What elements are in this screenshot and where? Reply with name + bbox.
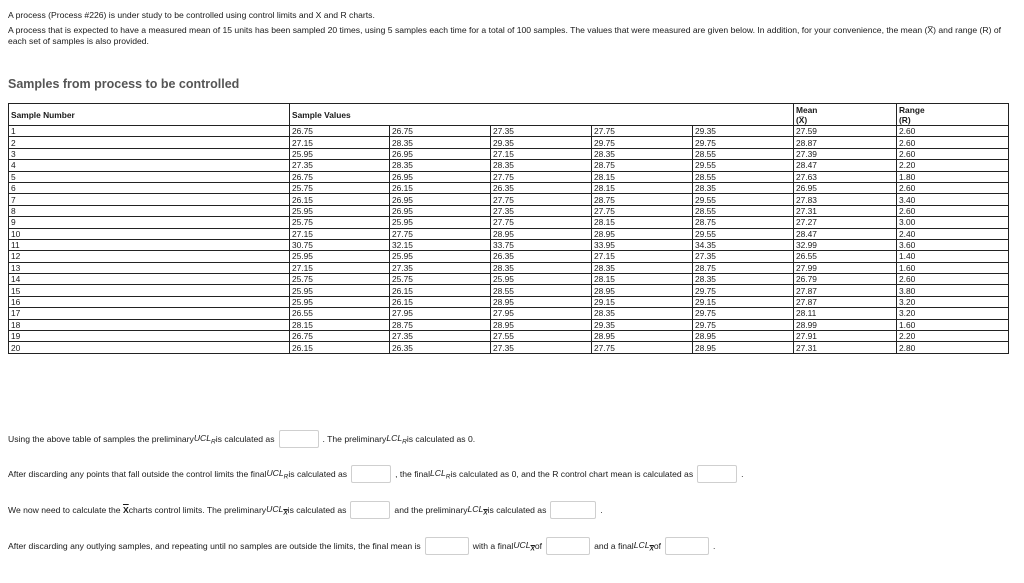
range-cell: 1.60: [897, 262, 1009, 273]
sample-value-cell: 28.95: [693, 331, 794, 342]
table-row: [9, 308, 1009, 319]
sample-value-cell: 26.75: [290, 171, 390, 182]
table-row: [9, 296, 1009, 307]
sample-value-cell: 28.95: [592, 285, 693, 296]
sample-number-cell: 14: [9, 274, 290, 285]
ucl-r-final-sub: R: [283, 473, 289, 481]
sample-value-cell: 26.75: [290, 126, 390, 137]
table-row: [9, 194, 1009, 205]
sample-value-cell: 28.55: [693, 148, 794, 159]
sample-value-cell: 26.35: [491, 182, 592, 193]
sample-number-cell: 6: [9, 182, 290, 193]
sample-value-cell: 29.15: [693, 296, 794, 307]
sample-number-cell: 18: [9, 319, 290, 330]
range-cell: 2.60: [897, 126, 1009, 137]
sample-value-cell: 25.95: [290, 296, 390, 307]
table-row: [9, 126, 1009, 137]
sample-value-cell: 25.95: [290, 251, 390, 262]
sample-number-cell: 19: [9, 331, 290, 342]
q4-text-e: of: [653, 541, 662, 551]
q3-text-e: is calculated as: [487, 505, 547, 515]
samples-table-body: [9, 126, 1009, 354]
sample-value-cell: 26.15: [390, 182, 491, 193]
q1-text-b: is calculated as: [215, 434, 275, 444]
sample-value-cell: 29.35: [592, 319, 693, 330]
sample-value-cell: 25.95: [491, 274, 592, 285]
sample-value-cell: 29.75: [693, 308, 794, 319]
q2-text-e: .: [741, 469, 744, 479]
sample-number-cell: 15: [9, 285, 290, 296]
sample-number-cell: 17: [9, 308, 290, 319]
mean-cell: 27.31: [794, 205, 897, 216]
sample-value-cell: 28.95: [491, 296, 592, 307]
q1-text-c: . The preliminary: [322, 434, 387, 444]
lcl-x-final-input[interactable]: [665, 537, 709, 555]
lcl-r-final-label: [430, 468, 450, 481]
sample-value-cell: 30.75: [290, 239, 390, 250]
mean-cell: 28.87: [794, 137, 897, 148]
sample-value-cell: 27.15: [491, 148, 592, 159]
mean-cell: 27.31: [794, 342, 897, 353]
lcl-r-final-sub: R: [445, 473, 451, 481]
sample-value-cell: 25.95: [290, 285, 390, 296]
sample-value-cell: 28.15: [592, 274, 693, 285]
sample-value-cell: 26.15: [390, 285, 491, 296]
sample-value-cell: 28.95: [592, 331, 693, 342]
table-row: [9, 239, 1009, 250]
sample-value-cell: 28.35: [592, 148, 693, 159]
range-cell: 3.20: [897, 308, 1009, 319]
sample-value-cell: 28.75: [390, 319, 491, 330]
ucl-x-final-input[interactable]: [546, 537, 590, 555]
sample-value-cell: 27.75: [491, 171, 592, 182]
sample-value-cell: 28.55: [491, 285, 592, 296]
q3-text-b: charts control limits. The preliminary: [128, 505, 267, 515]
sample-number-cell: 1: [9, 126, 290, 137]
sample-value-cell: 26.15: [390, 296, 491, 307]
table-row: [9, 262, 1009, 273]
mean-cell: 27.63: [794, 171, 897, 182]
mean-cell: 27.87: [794, 285, 897, 296]
q1-text-d: is calculated as 0.: [406, 434, 476, 444]
sample-value-cell: 33.75: [491, 239, 592, 250]
ucl-r-final-label: [266, 468, 288, 481]
range-cell: 3.80: [897, 285, 1009, 296]
table-row: [9, 342, 1009, 353]
sample-value-cell: 28.35: [390, 137, 491, 148]
sample-number-cell: 13: [9, 262, 290, 273]
sample-value-cell: 28.35: [592, 308, 693, 319]
lcl-x-label: [468, 504, 488, 517]
intro: [8, 10, 1008, 51]
range-cell: 2.60: [897, 137, 1009, 148]
intro-line-1: A process (Process #226) is under study to be controlled using control limits and X and R charts.: [8, 10, 375, 20]
r-chart-mean-input[interactable]: [697, 465, 737, 483]
sample-value-cell: 27.75: [592, 205, 693, 216]
q2-text-a: After discarding any points that fall outside the control limits the final: [8, 469, 267, 479]
sample-value-cell: 27.35: [491, 342, 592, 353]
lcl-r-text: LCL: [386, 432, 403, 443]
sample-value-cell: 28.35: [693, 182, 794, 193]
sample-number-cell: 8: [9, 205, 290, 216]
sample-value-cell: 27.15: [290, 228, 390, 239]
ucl-r-preliminary-input[interactable]: [279, 430, 319, 448]
sample-value-cell: 27.35: [390, 331, 491, 342]
range-cell: 1.40: [897, 251, 1009, 262]
sample-value-cell: 27.35: [693, 251, 794, 262]
sample-value-cell: 26.35: [491, 251, 592, 262]
range-cell: 1.80: [897, 171, 1009, 182]
sample-value-cell: 27.95: [491, 308, 592, 319]
question-2: [8, 465, 744, 483]
range-cell: 3.60: [897, 239, 1009, 250]
sample-value-cell: 27.15: [290, 262, 390, 273]
sample-value-cell: 27.75: [491, 194, 592, 205]
table-row: [9, 228, 1009, 239]
sample-value-cell: 29.75: [693, 319, 794, 330]
final-mean-input[interactable]: [425, 537, 469, 555]
lcl-x-final-label: [634, 540, 654, 553]
sample-number-cell: 3: [9, 148, 290, 159]
sample-value-cell: 27.95: [390, 308, 491, 319]
sample-value-cell: 29.55: [693, 194, 794, 205]
mean-cell: 26.55: [794, 251, 897, 262]
ucl-r-final-input[interactable]: [351, 465, 391, 483]
lcl-x-sub: X: [483, 509, 488, 517]
sample-value-cell: 28.15: [290, 319, 390, 330]
table-row: [9, 217, 1009, 228]
ucl-x-final-label: [513, 540, 535, 553]
range-cell: 2.60: [897, 205, 1009, 216]
sample-number-cell: 12: [9, 251, 290, 262]
intro-line-2: A process that is expected to have a measured mean of 15 units has been sampled 20 times, using 5 samples each time for a total of 100 samples. The values that were measured are given below. In addition, for your convenience, the mean (X̅) and range (R) of each set of samples is also provided.: [8, 25, 1001, 46]
q4-text-c: of: [534, 541, 543, 551]
sample-value-cell: 25.75: [290, 182, 390, 193]
table-row: [9, 160, 1009, 171]
sample-value-cell: 27.75: [491, 217, 592, 228]
sample-value-cell: 25.75: [290, 274, 390, 285]
sample-value-cell: 32.15: [390, 239, 491, 250]
sample-number-cell: 10: [9, 228, 290, 239]
sample-value-cell: 28.15: [592, 182, 693, 193]
mean-cell: 27.27: [794, 217, 897, 228]
sample-value-cell: 29.75: [592, 137, 693, 148]
sample-value-cell: 26.75: [390, 126, 491, 137]
sample-number-cell: 2: [9, 137, 290, 148]
question-3: [8, 501, 603, 519]
sample-value-cell: 28.15: [592, 217, 693, 228]
sample-value-cell: 28.95: [491, 228, 592, 239]
mean-cell: 27.87: [794, 296, 897, 307]
sample-value-cell: 26.95: [390, 148, 491, 159]
range-cell: 2.60: [897, 148, 1009, 159]
sample-value-cell: 28.35: [491, 160, 592, 171]
sample-number-cell: 5: [9, 171, 290, 182]
sample-value-cell: 25.95: [290, 205, 390, 216]
range-cell: 3.40: [897, 194, 1009, 205]
sample-value-cell: 25.95: [390, 217, 491, 228]
sample-value-cell: 28.75: [592, 160, 693, 171]
sample-value-cell: 29.15: [592, 296, 693, 307]
range-cell: 1.60: [897, 319, 1009, 330]
sample-value-cell: 27.75: [592, 342, 693, 353]
sample-value-cell: 28.75: [693, 262, 794, 273]
mean-cell: 32.99: [794, 239, 897, 250]
sample-value-cell: 28.95: [693, 342, 794, 353]
sample-value-cell: 26.55: [290, 308, 390, 319]
lcl-x-final-sub: X: [649, 545, 654, 553]
sample-value-cell: 25.95: [390, 251, 491, 262]
sample-value-cell: 27.35: [290, 160, 390, 171]
range-cell: 3.00: [897, 217, 1009, 228]
mean-cell: 28.47: [794, 228, 897, 239]
sample-value-cell: 27.15: [290, 137, 390, 148]
sample-value-cell: 26.35: [390, 342, 491, 353]
q4-text-a: After discarding any outlying samples, and repeating until no samples are outside the limits, the final mean is: [8, 541, 421, 551]
ucl-r-label: [194, 433, 216, 446]
mean-cell: 26.95: [794, 182, 897, 193]
table-row: [9, 285, 1009, 296]
sample-value-cell: 25.75: [390, 274, 491, 285]
sample-value-cell: 27.35: [390, 262, 491, 273]
q3-text-c: is calculated as: [287, 505, 347, 515]
sample-number-cell: 16: [9, 296, 290, 307]
samples-table: [8, 103, 1009, 354]
sample-value-cell: 27.75: [592, 126, 693, 137]
header-range: Range: [897, 104, 1009, 116]
sample-value-cell: 28.35: [390, 160, 491, 171]
q2-text-d: is calculated as 0, and the R control chart mean is calculated as: [450, 469, 694, 479]
header-mean: Mean: [794, 104, 897, 116]
sample-value-cell: 29.55: [693, 228, 794, 239]
sample-number-cell: 20: [9, 342, 290, 353]
sample-value-cell: 29.55: [693, 160, 794, 171]
sample-value-cell: 26.95: [390, 194, 491, 205]
lcl-r-final-text: LCL: [429, 467, 446, 478]
q3-text-a: We now need to calculate the: [8, 505, 121, 515]
sample-value-cell: 27.55: [491, 331, 592, 342]
sample-value-cell: 27.15: [592, 251, 693, 262]
range-cell: 2.20: [897, 160, 1009, 171]
sample-value-cell: 29.75: [693, 285, 794, 296]
mean-cell: 27.39: [794, 148, 897, 159]
sample-number-cell: 4: [9, 160, 290, 171]
lcl-x-final-text: LCL: [633, 539, 650, 550]
xbar-symbol: $\overline{X}$: [122, 505, 129, 515]
header-mean-symbol: (X̅): [794, 115, 897, 126]
ucl-x-sub: X: [283, 509, 288, 517]
q2-text-c: , the final: [395, 469, 430, 479]
sample-value-cell: 28.35: [491, 262, 592, 273]
sample-value-cell: 28.95: [592, 228, 693, 239]
sample-value-cell: 33.95: [592, 239, 693, 250]
ucl-x-final-sub: X: [530, 545, 535, 553]
table-row: [9, 182, 1009, 193]
sample-value-cell: 28.75: [693, 217, 794, 228]
q4-text-b: with a final: [472, 541, 514, 551]
section-title: Samples from process to be controlled: [8, 77, 240, 91]
sample-value-cell: 26.95: [390, 171, 491, 182]
sample-value-cell: 28.15: [592, 171, 693, 182]
ucl-x-label: [266, 504, 288, 517]
ucl-r-sub: R: [211, 438, 216, 446]
sample-number-cell: 7: [9, 194, 290, 205]
table-row: [9, 274, 1009, 285]
mean-cell: 28.47: [794, 160, 897, 171]
sample-value-cell: 28.55: [693, 171, 794, 182]
mean-cell: 27.83: [794, 194, 897, 205]
sample-value-cell: 26.15: [290, 194, 390, 205]
table-row: [9, 331, 1009, 342]
table-row: [9, 148, 1009, 159]
q1-text-a: Using the above table of samples the preliminary: [8, 434, 194, 444]
sample-value-cell: 28.75: [592, 194, 693, 205]
mean-cell: 28.99: [794, 319, 897, 330]
sample-value-cell: 28.95: [491, 319, 592, 330]
range-cell: 2.60: [897, 274, 1009, 285]
sample-value-cell: 25.95: [290, 148, 390, 159]
table-row: [9, 251, 1009, 262]
q4-text-f: .: [713, 541, 716, 551]
header-sample-number: Sample Number: [9, 104, 290, 126]
sample-value-cell: 28.35: [693, 274, 794, 285]
sample-value-cell: 27.35: [491, 126, 592, 137]
sample-number-cell: 11: [9, 239, 290, 250]
sample-value-cell: 29.35: [491, 137, 592, 148]
lcl-x-preliminary-input[interactable]: [550, 501, 596, 519]
sample-value-cell: 28.55: [693, 205, 794, 216]
sample-value-cell: 28.35: [592, 262, 693, 273]
question-4: [8, 537, 715, 555]
q2-text-b: is calculated as: [288, 469, 348, 479]
table-row: [9, 137, 1009, 148]
range-cell: 2.40: [897, 228, 1009, 239]
sample-value-cell: 27.75: [390, 228, 491, 239]
mean-cell: 27.91: [794, 331, 897, 342]
header-range-symbol: (R): [897, 115, 1009, 126]
sample-value-cell: 29.35: [693, 126, 794, 137]
sample-value-cell: 25.75: [290, 217, 390, 228]
q3-text-f: .: [600, 505, 603, 515]
ucl-x-final-text: UCL: [513, 539, 531, 550]
sample-value-cell: 34.35: [693, 239, 794, 250]
ucl-x-text: UCL: [266, 503, 284, 514]
table-row: [9, 171, 1009, 182]
lcl-x-text: LCL: [467, 503, 484, 514]
lcl-r-label: [386, 433, 406, 446]
q4-text-d: and a final: [594, 541, 634, 551]
range-cell: 2.80: [897, 342, 1009, 353]
sample-value-cell: 27.35: [491, 205, 592, 216]
mean-cell: 28.11: [794, 308, 897, 319]
range-cell: 2.20: [897, 331, 1009, 342]
header-sample-values: Sample Values: [290, 104, 794, 126]
question-1: [8, 430, 475, 448]
mean-cell: 27.59: [794, 126, 897, 137]
range-cell: 3.20: [897, 296, 1009, 307]
ucl-r-final-text: UCL: [266, 467, 284, 478]
table-row: [9, 319, 1009, 330]
range-cell: 2.60: [897, 182, 1009, 193]
mean-cell: 27.99: [794, 262, 897, 273]
q3-text-d: and the preliminary: [394, 505, 468, 515]
sample-value-cell: 26.15: [290, 342, 390, 353]
ucl-r-text: UCL: [193, 432, 212, 443]
table-row: [9, 205, 1009, 216]
sample-value-cell: 26.75: [290, 331, 390, 342]
sample-value-cell: 26.95: [390, 205, 491, 216]
mean-cell: 26.79: [794, 274, 897, 285]
ucl-x-preliminary-input[interactable]: [350, 501, 390, 519]
sample-number-cell: 9: [9, 217, 290, 228]
sample-value-cell: 29.75: [693, 137, 794, 148]
lcl-r-sub: R: [402, 438, 407, 446]
